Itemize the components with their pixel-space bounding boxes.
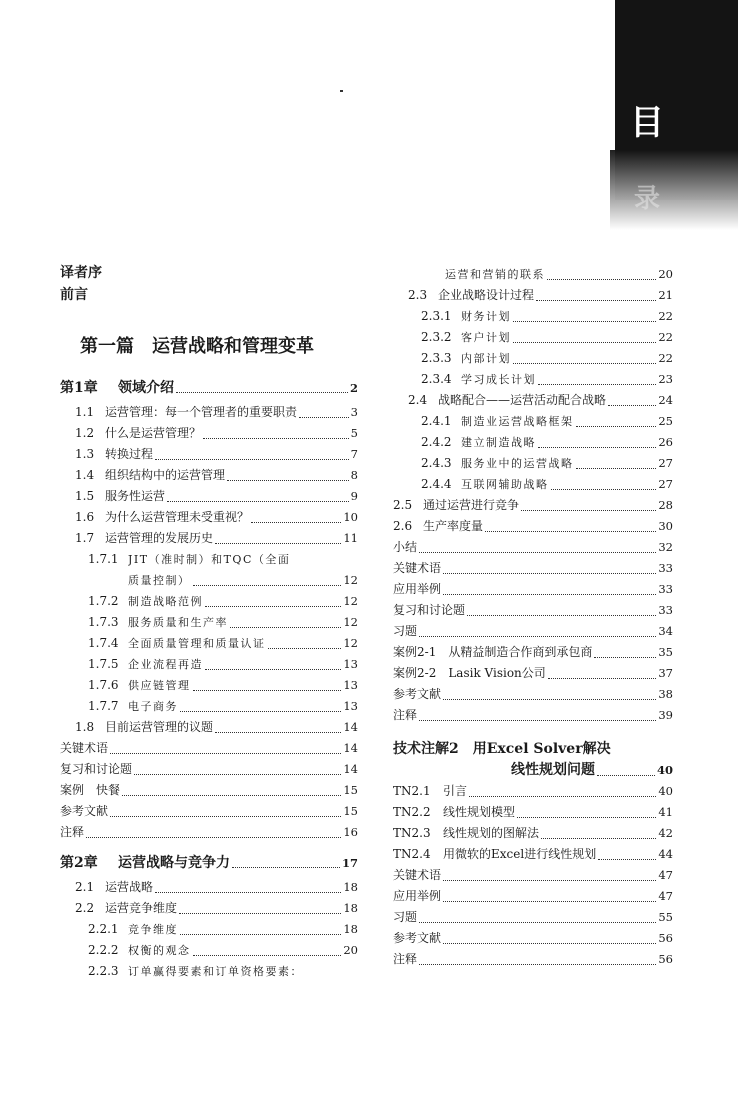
entry-number: 2.6	[393, 519, 413, 533]
toc-entry[interactable]	[393, 348, 673, 369]
toc-entry[interactable]	[60, 402, 358, 423]
entry-number: 1.6	[75, 510, 95, 524]
entry-number: 1.7.7	[88, 699, 119, 713]
entry-number: 1.5	[75, 489, 95, 503]
entry-number: 2.2.3	[88, 964, 119, 978]
entry-number: 1.2	[75, 426, 95, 440]
toc-chapter-2[interactable]	[60, 849, 358, 877]
entry-number: 1.7	[75, 531, 95, 545]
entry-title: 组织结构中的运营管理	[105, 468, 226, 482]
toc-entry[interactable]	[393, 474, 673, 495]
entry-title: 服务质量和生产率	[128, 616, 228, 629]
entry-number: 2.4.4	[421, 477, 452, 491]
page-number: 9	[350, 489, 358, 503]
toc-entry[interactable]	[393, 390, 673, 411]
toc-entry-1-7-1-cont[interactable]	[60, 570, 358, 591]
leader-dots	[541, 837, 656, 839]
toc-entry[interactable]	[60, 919, 358, 940]
page-number: 18	[343, 901, 358, 915]
entry-number: TN2.2	[393, 805, 431, 819]
chapter-number: 第2章	[60, 855, 98, 871]
page-number: 38	[658, 687, 673, 701]
toc-entry[interactable]	[393, 781, 673, 802]
chapter-2-entries	[60, 877, 358, 961]
leader-dots	[443, 879, 656, 881]
entry-number: 1.3	[75, 447, 95, 461]
leader-dots	[597, 774, 655, 776]
entry-title: 引言	[443, 784, 468, 798]
entry-title: 线性规划模型	[443, 805, 516, 819]
entry-number: 1.7.1	[88, 552, 119, 566]
page-number: 27	[658, 477, 673, 491]
toc-entry[interactable]	[393, 327, 673, 348]
entry-number: 2.3.3	[421, 351, 452, 365]
leader-dots	[517, 816, 656, 818]
entry-title: 关键术语	[393, 868, 442, 882]
entry-number: 2.4.1	[421, 414, 452, 428]
entry-title: 复习和讨论题	[60, 762, 133, 776]
entry-number: 2.4.3	[421, 456, 452, 470]
leader-dots	[538, 446, 656, 448]
toc-entry[interactable]	[393, 949, 673, 970]
entry-number: 2.2.2	[88, 943, 119, 957]
entry-title: JIT（准时制）和TQC（全面	[128, 553, 291, 566]
leader-dots	[299, 416, 349, 418]
page-number: 7	[350, 447, 358, 461]
entry-title: 运营战略	[105, 880, 154, 894]
leader-dots	[443, 572, 656, 574]
leader-dots	[521, 509, 656, 511]
toc-entry[interactable]	[60, 486, 358, 507]
entry-title: 服务业中的运营战略	[461, 457, 574, 470]
leader-dots	[180, 710, 341, 712]
page-number: 33	[658, 582, 673, 596]
page-number: 13	[343, 678, 358, 692]
page-number: 15	[343, 783, 358, 797]
toc-entry[interactable]	[393, 558, 673, 579]
page-number: 40	[656, 763, 673, 777]
tech-note-2-title[interactable]	[393, 738, 673, 760]
toc-entry-2-2-3-cont[interactable]	[393, 264, 673, 285]
toc-front-preface[interactable]	[60, 284, 358, 306]
toc-entry[interactable]	[60, 633, 358, 654]
toc-chapter-1[interactable]	[60, 374, 358, 402]
leader-dots	[134, 773, 341, 775]
leader-dots	[551, 488, 657, 490]
toc-entry[interactable]	[60, 822, 358, 843]
entry-number: TN2.1	[393, 784, 431, 798]
toc-entry[interactable]	[393, 705, 673, 726]
entry-number: 2.4.2	[421, 435, 452, 449]
leader-dots	[203, 437, 349, 439]
toc-front-translator-preface[interactable]	[60, 262, 358, 284]
leader-dots	[467, 614, 656, 616]
page-number: 28	[658, 498, 673, 512]
leader-dots	[443, 942, 656, 944]
entry-title: 全面质量管理和质量认证	[128, 637, 266, 650]
leader-dots	[608, 404, 656, 406]
leader-dots	[513, 362, 656, 364]
page-number: 2	[349, 381, 358, 395]
leader-dots	[110, 815, 341, 817]
entry-title: 案例2-1 从精益制造合作商到承包商	[393, 645, 593, 659]
entry-title: 通过运营进行竞争	[423, 498, 520, 512]
page-number: 34	[658, 624, 673, 638]
entry-title: 习题	[393, 624, 418, 638]
entry-title: 参考文献	[393, 931, 442, 945]
toc-entry[interactable]	[60, 738, 358, 759]
entry-number: 1.7.3	[88, 615, 119, 629]
tech-note-title: 技术注解2 用Excel Solver解决	[393, 741, 611, 757]
entry-title: 小结	[393, 540, 418, 554]
toc-entry[interactable]	[393, 306, 673, 327]
toc-entry[interactable]	[60, 759, 358, 780]
leader-dots	[180, 933, 341, 935]
page-number: 22	[658, 351, 673, 365]
entry-title: 注释	[60, 825, 85, 839]
entry-number: 1.7.2	[88, 594, 119, 608]
page-number: 40	[658, 784, 673, 798]
toc-entry[interactable]	[393, 684, 673, 705]
entry-title: 企业战略设计过程	[438, 288, 535, 302]
toc-entry[interactable]	[60, 717, 358, 738]
leader-dots	[232, 866, 340, 868]
page-number: 33	[658, 603, 673, 617]
front-label: 译者序	[60, 265, 102, 281]
toc-entry[interactable]	[393, 865, 673, 886]
entry-title: 关键术语	[393, 561, 442, 575]
entry-title: 转换过程	[105, 447, 154, 461]
leader-dots	[251, 521, 341, 523]
chapter-number: 第1章	[60, 380, 98, 396]
leader-dots	[205, 605, 341, 607]
page-number: 15	[343, 804, 358, 818]
page-number: 12	[343, 594, 358, 608]
leader-dots	[548, 677, 657, 679]
page-number: 55	[658, 910, 673, 924]
toc-entry[interactable]	[60, 877, 358, 898]
page-number: 10	[343, 510, 358, 524]
entry-number: TN2.4	[393, 847, 431, 861]
page-number: 12	[343, 573, 358, 587]
page-number: 16	[343, 825, 358, 839]
entry-number: 2.2.1	[88, 922, 119, 936]
page-number: 37	[658, 666, 673, 680]
entry-title: 制造战略范例	[128, 595, 203, 608]
entry-title: 战略配合——运营活动配合战略	[438, 393, 607, 407]
page-number: 47	[658, 889, 673, 903]
leader-dots	[419, 719, 656, 721]
page-number: 20	[343, 943, 358, 957]
page-number: 44	[658, 847, 673, 861]
page-number: 27	[658, 456, 673, 470]
page-number: 20	[658, 267, 673, 281]
entry-number: 2.3.4	[421, 372, 452, 386]
toc-entry[interactable]	[393, 453, 673, 474]
entry-title: 内部计划	[461, 352, 511, 365]
entry-title: 应用举例	[393, 889, 442, 903]
leader-dots	[485, 530, 656, 532]
leader-dots	[419, 551, 656, 553]
page-number: 18	[343, 922, 358, 936]
page-number: 17	[341, 856, 358, 870]
leader-dots	[86, 836, 341, 838]
page-number: 32	[658, 540, 673, 554]
toc-entry[interactable]	[393, 600, 673, 621]
entry-title: 运营竞争维度	[105, 901, 178, 915]
toc-entry[interactable]	[60, 780, 358, 801]
entry-title: 案例 快餐	[60, 783, 121, 797]
page-number: 24	[658, 393, 673, 407]
entry-number: 2.1	[75, 880, 95, 894]
entry-title: 什么是运营管理？	[105, 426, 202, 440]
entry-title: 财务计划	[461, 310, 511, 323]
entry-title: 订单赢得要素和订单资格要素：	[128, 965, 303, 978]
toc-entry[interactable]	[393, 663, 673, 684]
entry-title: 生产率度量	[423, 519, 484, 533]
entry-title: 习题	[393, 910, 418, 924]
entry-title: 参考文献	[393, 687, 442, 701]
entry-number: 1.1	[75, 405, 95, 419]
part-title: 第一篇 运营战略和管理变革	[80, 336, 314, 357]
entry-title: 竞争维度	[128, 923, 178, 936]
tech-note-2-title-cont[interactable]	[393, 760, 673, 781]
entry-number: 1.7.5	[88, 657, 119, 671]
toc-entry[interactable]	[60, 465, 358, 486]
page-number: 56	[658, 931, 673, 945]
toc-entry[interactable]	[393, 369, 673, 390]
leader-dots	[538, 383, 656, 385]
leader-dots	[179, 912, 341, 914]
entry-number: 2.5	[393, 498, 413, 512]
chapter-1-entries	[60, 402, 358, 549]
toc-entry-1-7-1[interactable]	[60, 549, 358, 570]
chapter-1-entries-b	[60, 591, 358, 843]
contents-tab-char: 目	[630, 103, 664, 143]
page-number: 39	[658, 708, 673, 722]
page-number: 21	[658, 288, 673, 302]
page-number: 23	[658, 372, 673, 386]
entry-number: 1.8	[75, 720, 95, 734]
page-number: 14	[343, 720, 358, 734]
entry-title: 应用举例	[393, 582, 442, 596]
toc-entry-2-2-3[interactable]	[60, 961, 358, 982]
leader-dots	[230, 626, 341, 628]
entry-number: 2.3.1	[421, 309, 452, 323]
toc-left-column	[60, 262, 358, 982]
entry-title: 权衡的观念	[128, 944, 191, 957]
chapter-title: 领域介绍	[118, 380, 174, 396]
leader-dots	[547, 278, 656, 280]
toc-entry[interactable]	[393, 411, 673, 432]
contents-tab-char-faded: 录	[633, 184, 660, 214]
page-number: 42	[658, 826, 673, 840]
leader-dots	[419, 921, 656, 923]
entry-title: 学习成长计划	[461, 373, 536, 386]
scan-speck	[340, 90, 343, 92]
toc-right-column	[393, 264, 673, 970]
entry-number: 2.3	[408, 288, 428, 302]
page-number: 14	[343, 762, 358, 776]
entry-title: 电子商务	[128, 700, 178, 713]
page-number: 13	[343, 657, 358, 671]
page-number: 18	[343, 880, 358, 894]
entry-number: 1.7.6	[88, 678, 119, 692]
tech-note-title-cont: 线性规划问题	[511, 762, 595, 778]
leader-dots	[536, 299, 656, 301]
toc-entry[interactable]	[60, 528, 358, 549]
leader-dots	[419, 963, 656, 965]
leader-dots	[227, 479, 349, 481]
leader-dots	[193, 689, 342, 691]
entry-title: 互联网辅助战略	[461, 478, 549, 491]
toc-entry[interactable]	[60, 507, 358, 528]
page-number: 56	[658, 952, 673, 966]
leader-dots	[155, 891, 341, 893]
page-number: 3	[350, 405, 358, 419]
toc-entry[interactable]	[60, 654, 358, 675]
entry-title-cont: 运营和营销的联系	[445, 268, 545, 281]
leader-dots	[443, 698, 656, 700]
front-label: 前言	[60, 287, 88, 303]
entry-title: 注释	[393, 708, 418, 722]
toc-entry[interactable]	[393, 642, 673, 663]
leader-dots	[419, 635, 656, 637]
leader-dots	[268, 647, 342, 649]
page-number: 11	[343, 531, 358, 545]
toc-entry[interactable]	[393, 802, 673, 823]
page-number: 25	[658, 414, 673, 428]
page-number: 5	[350, 426, 358, 440]
leader-dots	[167, 500, 349, 502]
toc-entry[interactable]	[393, 907, 673, 928]
page-number: 35	[658, 645, 673, 659]
entry-title: 用微软的Excel进行线性规划	[443, 847, 597, 861]
entry-number: TN2.3	[393, 826, 431, 840]
leader-dots	[576, 425, 657, 427]
toc-entry[interactable]	[60, 940, 358, 961]
page-number: 12	[343, 636, 358, 650]
page-number: 33	[658, 561, 673, 575]
entry-title: 线性规划的图解法	[443, 826, 540, 840]
entry-number: 2.4	[408, 393, 428, 407]
toc-entry[interactable]	[393, 886, 673, 907]
leader-dots	[576, 467, 657, 469]
toc-entry[interactable]	[393, 844, 673, 865]
entry-title: 为什么运营管理未受重视？	[105, 510, 250, 524]
toc-entry[interactable]	[393, 285, 673, 306]
toc-entry[interactable]	[393, 432, 673, 453]
entry-title: 客户计划	[461, 331, 511, 344]
page-number: 41	[658, 805, 673, 819]
leader-dots	[193, 584, 342, 586]
leader-dots	[215, 731, 341, 733]
toc-entry[interactable]	[60, 696, 358, 717]
entry-title: 供应链管理	[128, 679, 191, 692]
entry-title: 服务性运营	[105, 489, 166, 503]
leader-dots	[469, 795, 656, 797]
leader-dots	[513, 341, 656, 343]
entry-title: 参考文献	[60, 804, 109, 818]
entry-title: 运营管理：每一个管理者的重要职责	[105, 405, 298, 419]
entry-number: 2.3.2	[421, 330, 452, 344]
leader-dots	[122, 794, 341, 796]
leader-dots	[443, 900, 656, 902]
page-number: 26	[658, 435, 673, 449]
toc-entry[interactable]	[393, 495, 673, 516]
entry-title: 案例2-2 Lasik Vision公司	[393, 666, 546, 680]
toc-entry[interactable]	[60, 444, 358, 465]
page-number: 8	[350, 468, 358, 482]
page-number: 13	[343, 699, 358, 713]
entry-title: 目前运营管理的议题	[105, 720, 214, 734]
tech-note-entries	[393, 781, 673, 970]
page-number: 14	[343, 741, 358, 755]
toc-entry[interactable]	[393, 579, 673, 600]
entry-number: 1.4	[75, 468, 95, 482]
toc-entry[interactable]	[393, 928, 673, 949]
leader-dots	[205, 668, 341, 670]
entry-title: 运营管理的发展历史	[105, 531, 214, 545]
entry-title: 制造业运营战略框架	[461, 415, 574, 428]
page-number: 12	[343, 615, 358, 629]
leader-dots	[594, 656, 656, 658]
leader-dots	[598, 858, 656, 860]
entry-title: 注释	[393, 952, 418, 966]
toc-entry[interactable]	[60, 675, 358, 696]
toc-entry[interactable]	[393, 537, 673, 558]
page-number: 30	[658, 519, 673, 533]
toc-entry[interactable]	[393, 823, 673, 844]
page-number: 22	[658, 309, 673, 323]
entry-number: 2.2	[75, 901, 95, 915]
toc-entry[interactable]	[60, 898, 358, 919]
chapter-title: 运营战略与竞争力	[118, 855, 230, 871]
page-number: 22	[658, 330, 673, 344]
leader-dots	[155, 458, 349, 460]
toc-entry[interactable]	[60, 801, 358, 822]
leader-dots	[443, 593, 656, 595]
toc-entry[interactable]	[393, 516, 673, 537]
leader-dots	[215, 542, 341, 544]
entry-number: 1.7.4	[88, 636, 119, 650]
toc-entry[interactable]	[60, 423, 358, 444]
toc-entry[interactable]	[60, 591, 358, 612]
entry-title-cont: 质量控制）	[128, 574, 191, 587]
leader-dots	[513, 320, 656, 322]
entry-title: 关键术语	[60, 741, 109, 755]
leader-dots	[176, 391, 348, 393]
entry-title: 建立制造战略	[461, 436, 536, 449]
entry-title: 复习和讨论题	[393, 603, 466, 617]
leader-dots	[110, 752, 341, 754]
toc-entry[interactable]	[393, 621, 673, 642]
entry-title: 企业流程再造	[128, 658, 203, 671]
toc-entry[interactable]	[60, 612, 358, 633]
page-number: 47	[658, 868, 673, 882]
right-entries	[393, 285, 673, 726]
leader-dots	[193, 954, 342, 956]
